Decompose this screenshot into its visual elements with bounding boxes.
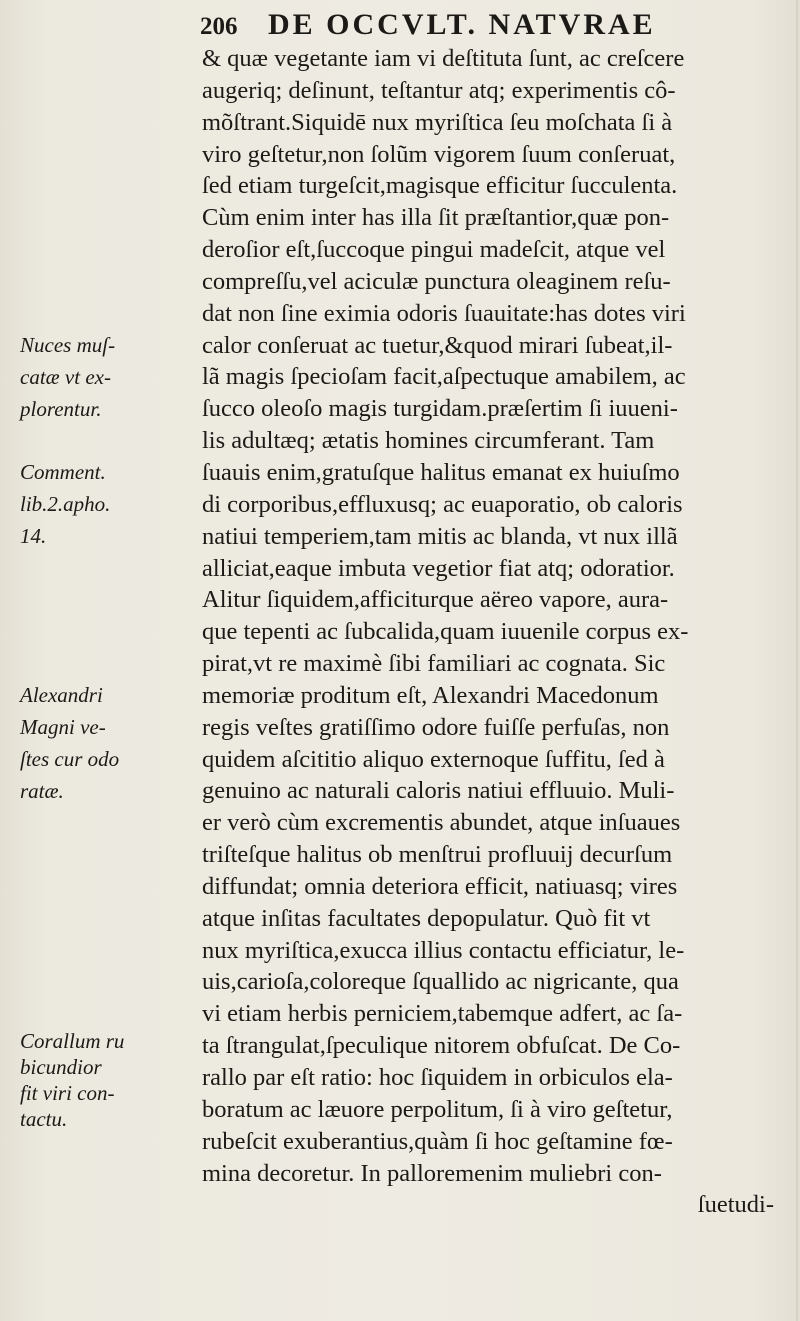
text-line: mina decoretur. In palloremenim muliebri con- <box>202 1159 662 1187</box>
text-line: dat non ſine eximia odoris ſuauitate:has dotes viri <box>202 299 686 327</box>
text-line: boratum ac læuore perpolitum, ſi à viro geſtetur, <box>202 1095 673 1123</box>
text-line: mõſtrant.Siquidē nux myriſtica ſeu moſchata ſi à <box>202 108 673 136</box>
text-line: lã magis ſpecioſam facit,aſpectuque amabilem, ac <box>202 363 686 391</box>
margin-note-line: Nuces muſ- <box>20 333 116 357</box>
text-line: & quæ vegetante iam vi deſtituta ſunt, ac creſcere <box>202 45 685 72</box>
margin-note-line: plorentur. <box>20 396 102 421</box>
text-line: viro geſtetur,non ſolũm vigorem ſuum conſeruat, <box>202 140 676 168</box>
text-line: diffundat; omnia deteriora efficit, natiuasq; vires <box>202 872 678 900</box>
page-number: 206 <box>200 13 238 40</box>
margin-note-line: 14. <box>20 523 47 548</box>
text-line: alliciat,eaque imbuta vegetior fiat atq; odoratior. <box>202 554 675 582</box>
catchword: ſuetudi- <box>697 1191 774 1219</box>
running-header <box>200 8 780 42</box>
margin-note-line: bicundior <box>20 1055 102 1079</box>
margin-note-line: Comment. <box>20 460 106 484</box>
text-line: rubeſcit exuberantius,quàm ſi hoc geſtamine fœ- <box>202 1127 673 1155</box>
text-line: di corporibus,effluxusq; ac euaporatio, ob caloris <box>202 490 683 518</box>
running-title: DE OCCVLT. NATVRAE <box>268 8 656 41</box>
text-line: deroſior eſt,ſuccoque pingui madeſcit, atque vel <box>202 236 666 264</box>
page-edge <box>796 0 798 1321</box>
margin-note-line: fit viri con- <box>20 1081 115 1105</box>
margin-note-line: ſtes cur odo <box>20 746 120 771</box>
text-line: lis adultæq; ætatis homines circumferant. Tam <box>202 427 655 455</box>
margin-note-line: Corallum ru <box>20 1029 125 1053</box>
margin-note-line: lib.2.apho. <box>20 491 111 516</box>
text-line: uis,carioſa,coloreque ſquallido ac nigricante, qua <box>202 968 679 996</box>
text-line: ſuauis enim,gratuſque halitus emanat ex huiuſmo <box>202 458 680 486</box>
text-line: augeriq; deſinunt, teſtantur atq; experimentis cô- <box>202 76 676 104</box>
margin-note-line: catæ vt ex- <box>20 364 111 389</box>
margin-note-line: Alexandri <box>20 683 103 707</box>
text-line: ta ſtrangulat,ſpeculique nitorem obfuſcat. De Co- <box>202 1032 681 1060</box>
margin-note-nuces <box>20 330 196 426</box>
text-line: atque inſitas facultates depopulatur. Quò fit vt <box>202 904 651 932</box>
margin-note-alexandri <box>20 680 196 807</box>
text-line: genuino ac naturali caloris natiui effluuio. Muli- <box>202 777 675 805</box>
margin-note-line: ratæ. <box>20 778 64 803</box>
margin-note-corallum <box>20 1028 196 1132</box>
body-text <box>202 43 782 1221</box>
text-line: quidem aſcititio aliquo externoque ſuffitu, ſed à <box>202 745 665 773</box>
margin-note-line: Magni ve- <box>20 714 106 739</box>
text-line: nux myriſtica,exucca illius contactu efficiatur, le- <box>202 936 685 964</box>
margin-note-line: tactu. <box>20 1107 68 1131</box>
text-line: ſed etiam turgeſcit,magisque efficitur ſucculenta. <box>202 172 678 200</box>
margin-note-comment <box>20 457 196 553</box>
text-line: rallo par eſt ratio: hoc ſiquidem in orbiculos ela- <box>202 1064 673 1091</box>
text-line: Cùm enim inter has illa ſit præſtantior,quæ pon- <box>202 204 670 232</box>
text-line: Alitur ſiquidem,afficiturque aëreo vapore, aura- <box>202 586 669 614</box>
text-line: compreſſu,vel aciculæ punctura oleaginem reſu- <box>202 267 671 295</box>
text-line: regis veſtes gratiſſimo odore fuiſſe perfuſas, non <box>202 713 670 741</box>
text-line: que tepenti ac ſubcalida,quam iuuenile corpus ex- <box>202 618 689 646</box>
text-line: pirat,vt re maximè ſibi familiari ac cognata. Sic <box>202 650 666 678</box>
text-line: vi etiam herbis perniciem,tabemque adfert, ac ſa- <box>202 1000 683 1028</box>
text-line: ſucco oleoſo magis turgidam.præſertim ſi iuueni- <box>202 395 678 423</box>
text-line: memoriæ proditum eſt, Alexandri Macedonum <box>202 681 659 709</box>
text-line: natiui temperiem,tam mitis ac blanda, vt nux illã <box>202 522 678 550</box>
text-line: calor conſeruat ac tuetur,&quod mirari ſubeat,il- <box>202 331 673 359</box>
text-line: triſteſque halitus ob menſtrui profluuij decurſum <box>202 841 673 869</box>
text-line: er verò cùm excrementis abundet, atque inſuaues <box>202 809 681 837</box>
